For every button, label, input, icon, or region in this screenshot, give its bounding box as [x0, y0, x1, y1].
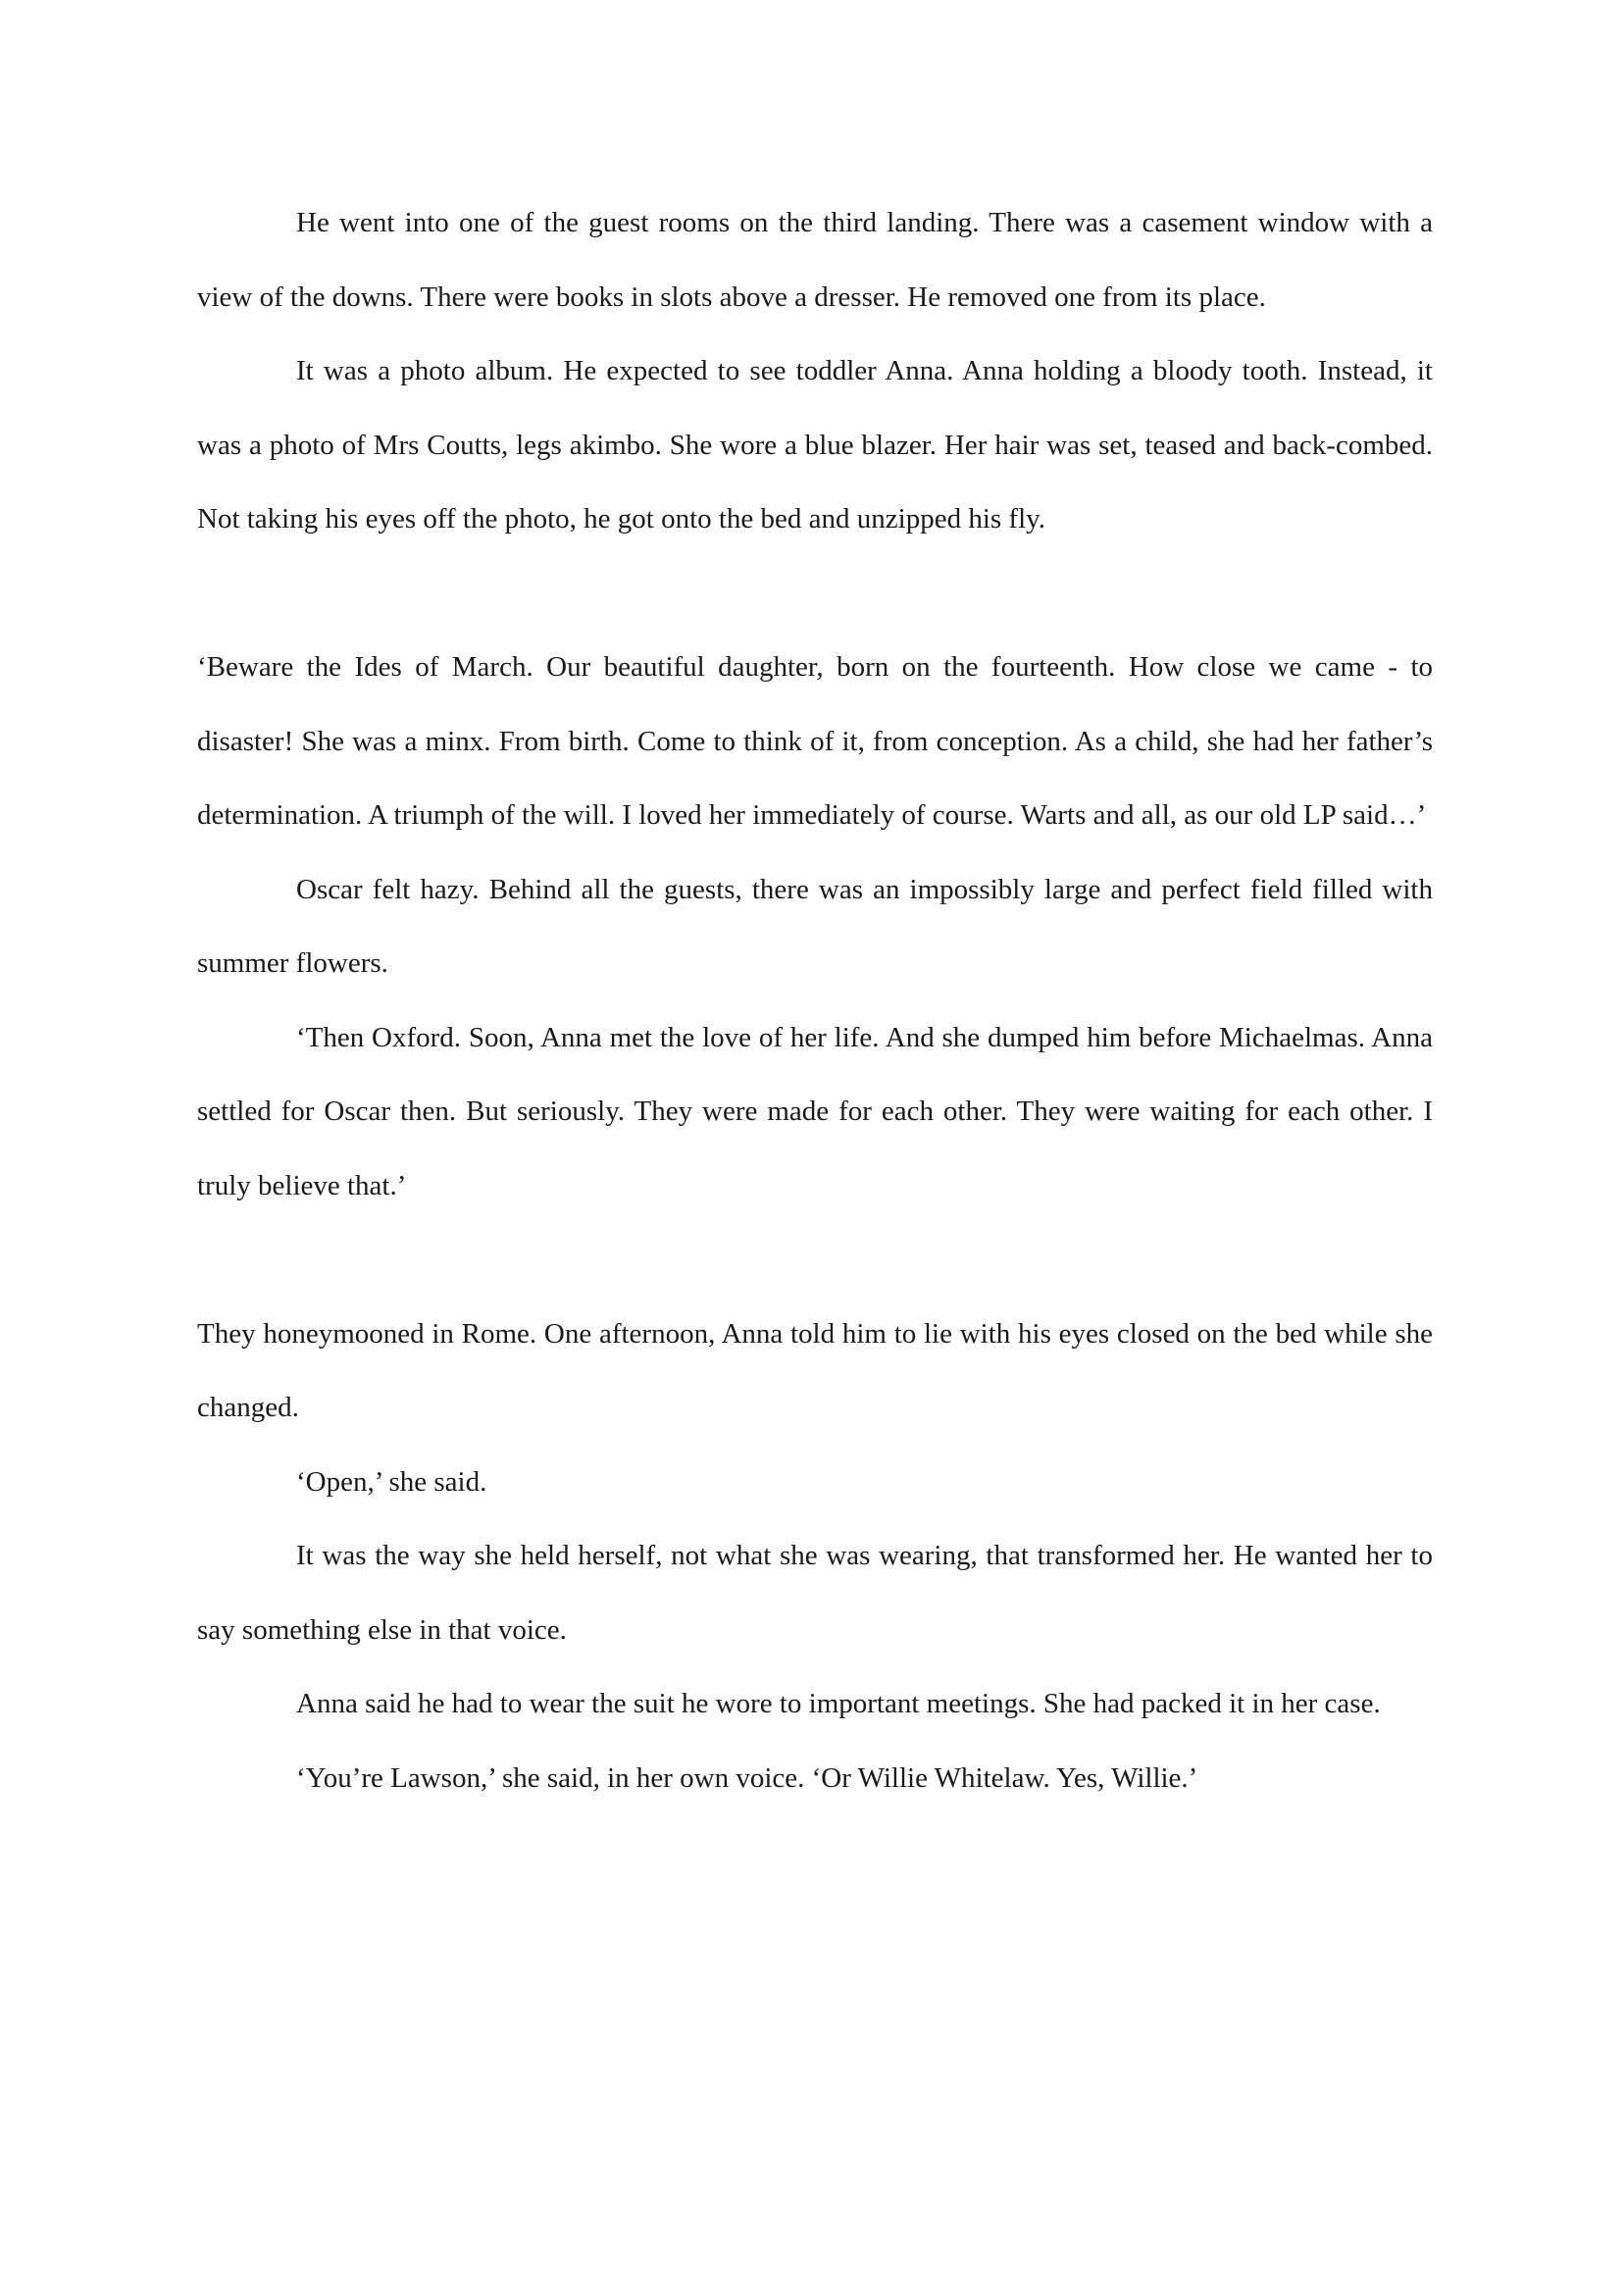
paragraph: Anna said he had to wear the suit he wore to important meetings. She had packed it in her case. [296, 1688, 1381, 1719]
paragraph: ‘You’re Lawson,’ she said, in her own voice. ‘Or Willie Whitelaw. Yes, Willie.’ [296, 1761, 1198, 1794]
body-text [197, 186, 1433, 1815]
paragraph: Oscar felt hazy. Behind all the guests, there was an impossibly large and perfect field filled with summer flowers. [197, 873, 1433, 979]
paragraph: It was a photo album. He expected to see toddler Anna. Anna holding a bloody tooth. Instead, it was a photo of Mrs Coutts, legs akimbo. She wore a blue blazer. Her hair was set, teased and back-combed. Not taking his eyes off the photo, he got onto the bed and unzipped his fly. [197, 355, 1433, 535]
section-break [197, 557, 1433, 632]
section-break [197, 1223, 1433, 1298]
paragraph: ‘Then Oxford. Soon, Anna met the love of her life. And she dumped him before Michaelmas. Anna settled for Oscar then. But seriously. They were made for each other. They were waiting for each other. I truly believe that.’ [197, 1021, 1433, 1201]
paragraph: They honeymooned in Rome. One afternoon, Anna told him to lie with his eyes closed on the bed while she changed. [197, 1317, 1433, 1423]
paragraph: ‘Beware the Ides of March. Our beautiful daughter, born on the fourteenth. How close we came - to disaster! She was a minx. From birth. Come to think of it, from conception. As a child, she had her father’s determination. A triumph of the will. I loved her immediately of course. Warts and all, as our old LP said…’ [197, 651, 1433, 831]
paragraph: It was the way she held herself, not what she was wearing, that transformed her. He wanted her to say something else in that voice. [197, 1540, 1433, 1646]
paragraph: ‘Open,’ she said. [296, 1465, 487, 1498]
paragraph: He went into one of the guest rooms on the third landing. There was a casement window with a view of the downs. There were books in slots above a dresser. He removed one from its place. [197, 207, 1433, 313]
